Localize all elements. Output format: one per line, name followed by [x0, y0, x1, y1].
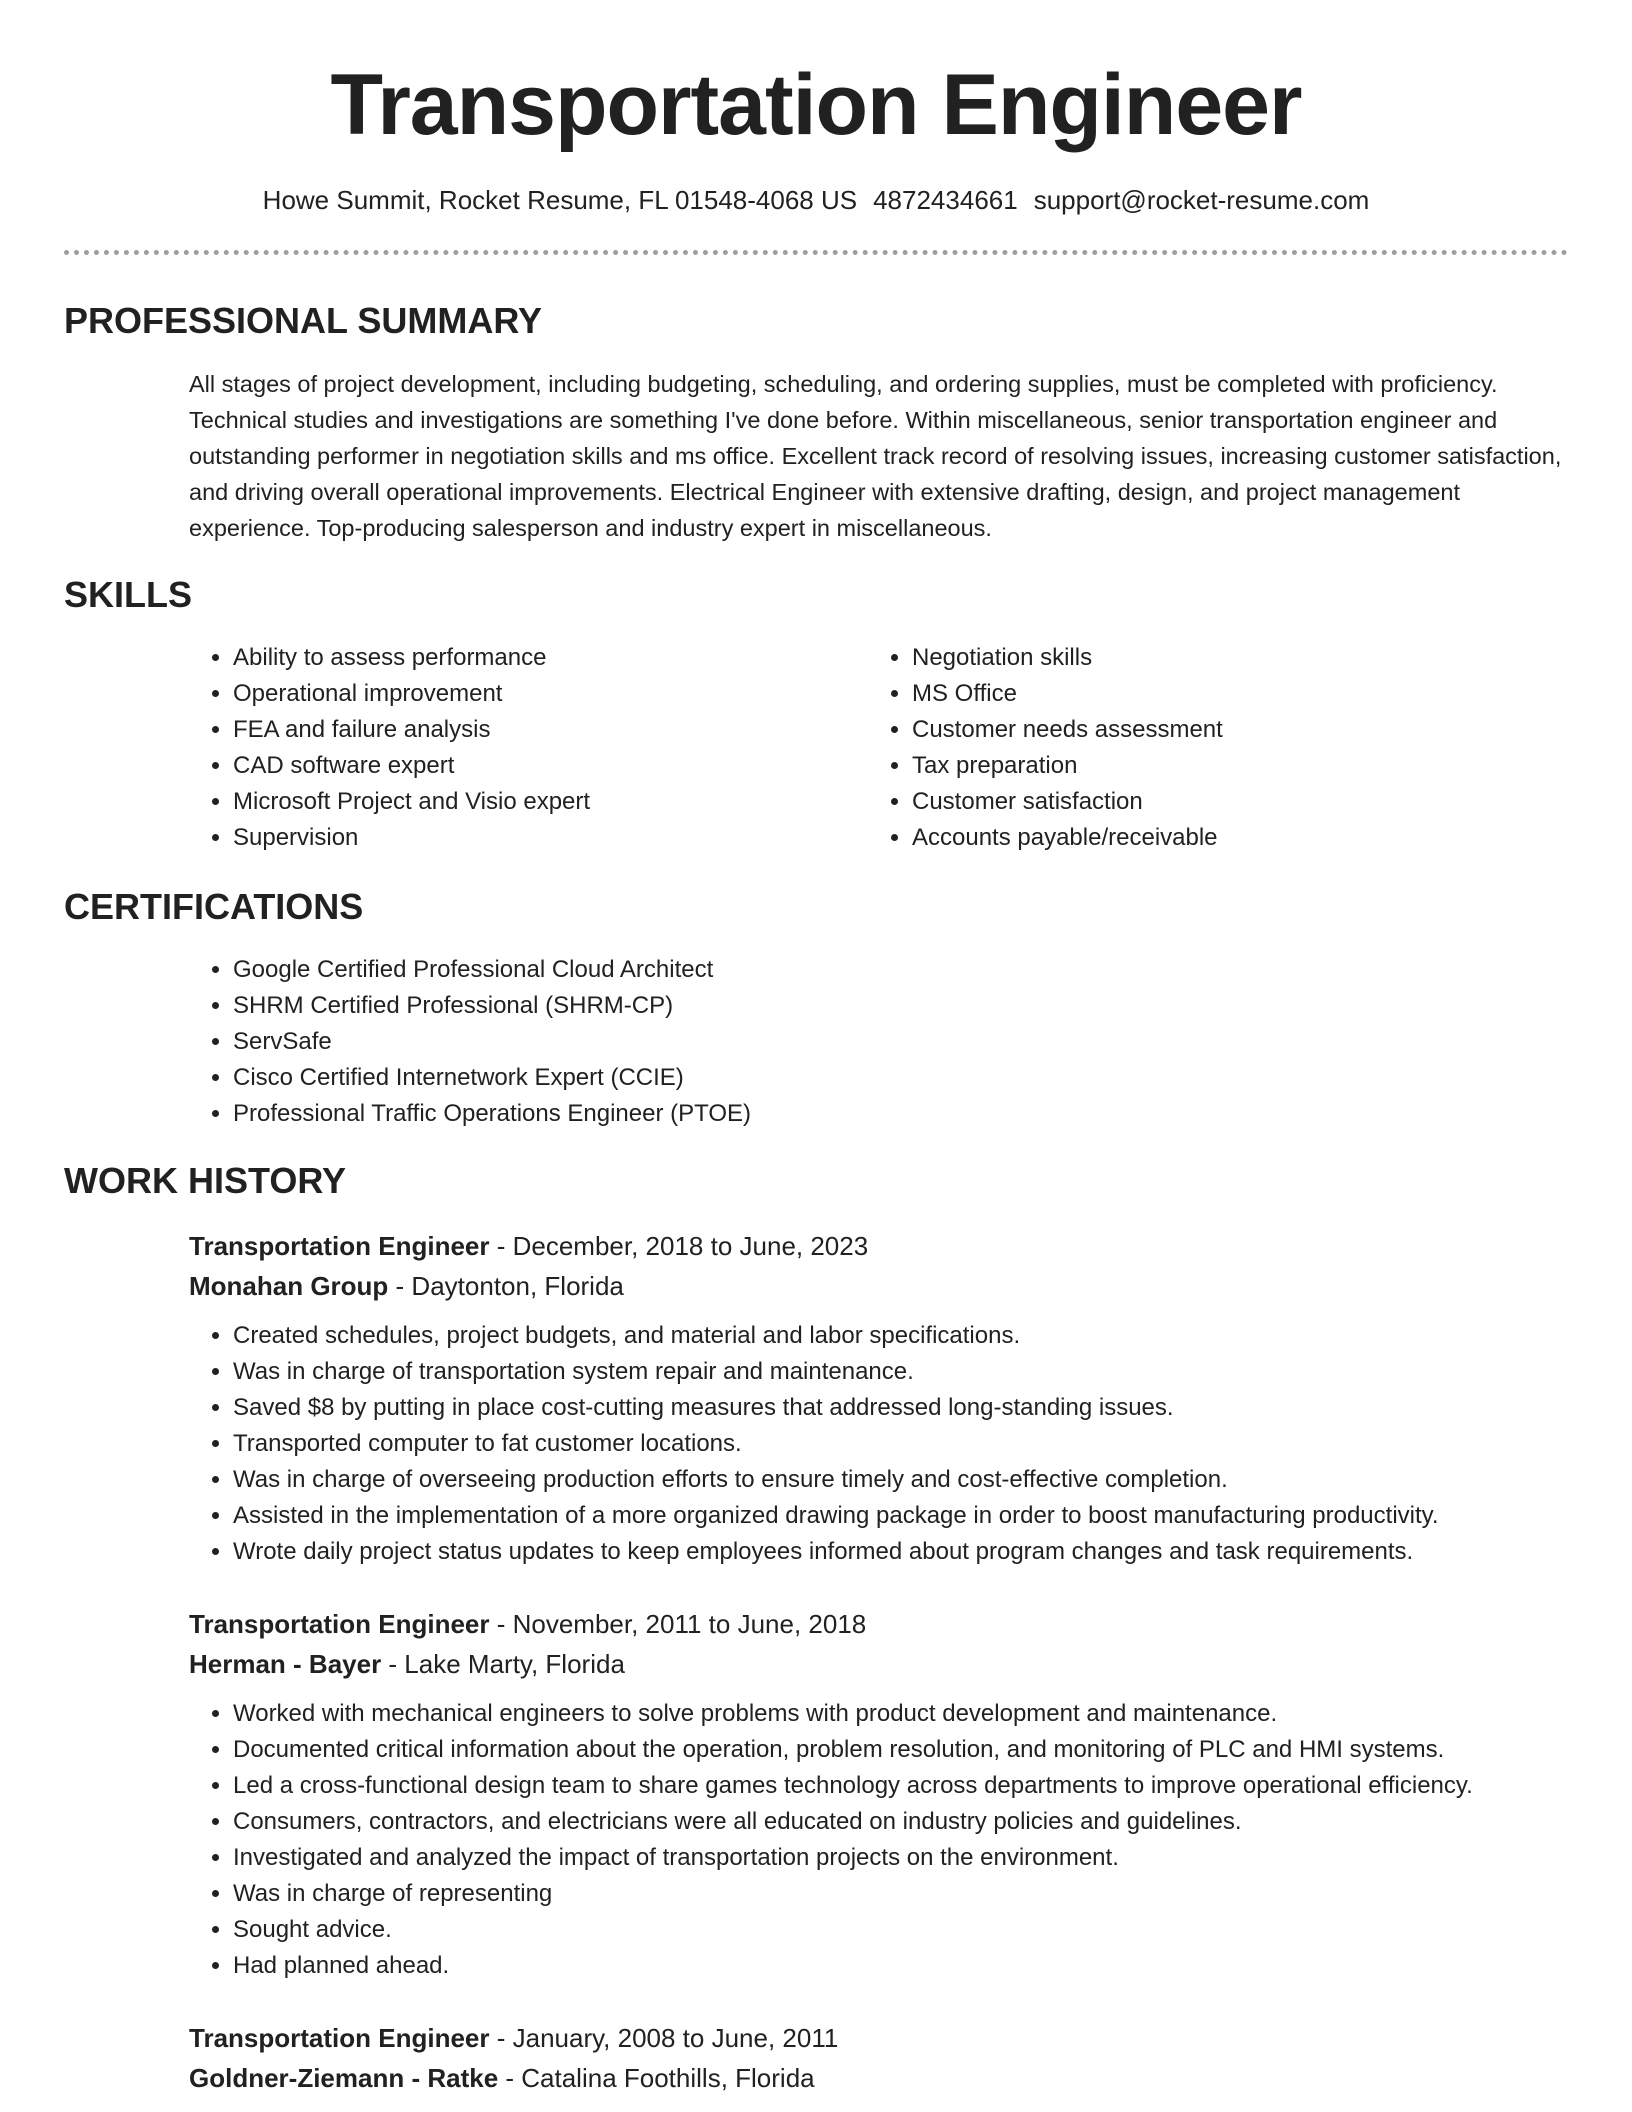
summary-section [189, 366, 1569, 546]
skill-item: • Customer needs assessment [912, 712, 1548, 748]
certification-item: • ServSafe [233, 1024, 1569, 1060]
job-bullet: • Wrote daily project status updates to keep employees informed about program changes and task requirements. [233, 1534, 1569, 1570]
job-bullet: • Was in charge of overseeing production efforts to ensure timely and cost-effective completion. [233, 1462, 1569, 1498]
job-bullet: • Documented critical information about the operation, problem resolution, and monitoring of PLC and HMI systems. [233, 1732, 1569, 1768]
job-title: Transportation Engineer [189, 2023, 490, 2053]
job-bullet: • Saved $8 by putting in place cost-cutting measures that addressed long-standing issues. [233, 1390, 1569, 1426]
skill-item: • MS Office [912, 676, 1548, 712]
job-bullet: • Created schedules, project budgets, and material and labor specifications. [233, 1318, 1569, 1354]
summary-text: All stages of project development, including budgeting, scheduling, and ordering supplies, must be completed with proficiency. Technical studies and investigations are something I've done before. Within miscellaneous, senior transportation engineer and outstanding performer in negotiation skills and ms office. Excellent track record of resolving issues, increasing customer satisfaction, and driving overall operational improvements. Electrical Engineer with extensive drafting, design, and project management experience. Top-producing salesperson and industry expert in miscellaneous. [189, 371, 1562, 541]
job-company: Monahan Group [189, 1271, 389, 1301]
contact-email: support@rocket-resume.com [1033, 185, 1370, 215]
job-entry [189, 1226, 1569, 1570]
job-title-line [189, 1226, 1569, 1266]
job-title: Transportation Engineer [189, 1609, 490, 1639]
certifications-section [189, 952, 1569, 1132]
certification-item: • Cisco Certified Internetwork Expert (CCIE) [233, 1060, 1569, 1096]
skill-item: • Customer satisfaction [912, 784, 1548, 820]
job-dates: - January, 2008 to June, 2011 [489, 2023, 839, 2053]
job-bullet: • Consumers, contractors, and electricians were all educated on industry policies and guidelines. [233, 1804, 1569, 1840]
job-bullet: • Had planned ahead. [233, 1948, 1569, 1984]
certification-item: • Professional Traffic Operations Engineer (PTOE) [233, 1096, 1569, 1132]
certification-item: • Google Certified Professional Cloud Architect [233, 952, 1569, 988]
skill-item: • CAD software expert [233, 748, 868, 784]
skill-item: • Microsoft Project and Visio expert [233, 784, 868, 820]
job-dates: - December, 2018 to June, 2023 [489, 1231, 869, 1261]
skills-heading: SKILLS [64, 574, 193, 615]
job-company: Herman - Bayer [189, 1649, 382, 1679]
job-company: Goldner-Ziemann - Ratke [189, 2063, 499, 2093]
skill-item: • Supervision [233, 820, 868, 856]
job-bullet: • Investigated and analyzed the impact of transportation projects on the environment. [233, 1840, 1569, 1876]
work-history-heading: WORK HISTORY [64, 1160, 347, 1201]
skills-section [189, 640, 1569, 856]
skills-list-right [868, 640, 1548, 856]
job-location: - Catalina Foothills, Florida [498, 2063, 815, 2093]
job-bullet: • Was in charge of transportation system repair and maintenance. [233, 1354, 1569, 1390]
job-company-line [189, 1266, 1569, 1306]
job-entry [189, 2018, 1569, 2098]
job-title-line [189, 2018, 1569, 2058]
certifications-list [189, 952, 1569, 1132]
job-bullet: • Led a cross-functional design team to share games technology across departments to improve operational efficiency. [233, 1768, 1569, 1804]
skill-item: • Tax preparation [912, 748, 1548, 784]
job-dates: - November, 2011 to June, 2018 [489, 1609, 867, 1639]
job-company-line [189, 1644, 1569, 1684]
job-location: - Daytonton, Florida [388, 1271, 624, 1301]
certification-item: • SHRM Certified Professional (SHRM-CP) [233, 988, 1569, 1024]
certifications-heading: CERTIFICATIONS [64, 886, 364, 927]
job-title-line [189, 1604, 1569, 1644]
summary-heading: PROFESSIONAL SUMMARY [64, 300, 543, 341]
job-bullet: • Worked with mechanical engineers to solve problems with product development and maintenance. [233, 1696, 1569, 1732]
skill-item: • Accounts payable/receivable [912, 820, 1548, 856]
job-bullets [189, 1696, 1569, 1984]
resume-name: Transportation Engineer [330, 57, 1302, 153]
job-company-line [189, 2058, 1569, 2098]
contact-phone: 4872434661 [873, 185, 1018, 215]
job-title: Transportation Engineer [189, 1231, 490, 1261]
skill-item: • Operational improvement [233, 676, 868, 712]
job-bullets [189, 1318, 1569, 1570]
skill-item: • Ability to assess performance [233, 640, 868, 676]
job-location: - Lake Marty, Florida [381, 1649, 625, 1679]
job-bullet: • Sought advice. [233, 1912, 1569, 1948]
skills-list-left [189, 640, 868, 856]
job-bullet: • Assisted in the implementation of a more organized drawing package in order to boost manufacturing productivity. [233, 1498, 1569, 1534]
skill-item: • Negotiation skills [912, 640, 1548, 676]
job-entry [189, 1604, 1569, 1984]
job-bullet: • Was in charge of representing [233, 1876, 1569, 1912]
skill-item: • FEA and failure analysis [233, 712, 868, 748]
job-bullet: • Transported computer to fat customer locations. [233, 1426, 1569, 1462]
header-divider [64, 250, 1568, 255]
contact-address: Howe Summit, Rocket Resume, FL 01548-4068 US [262, 185, 858, 215]
contact-line [0, 180, 1632, 220]
